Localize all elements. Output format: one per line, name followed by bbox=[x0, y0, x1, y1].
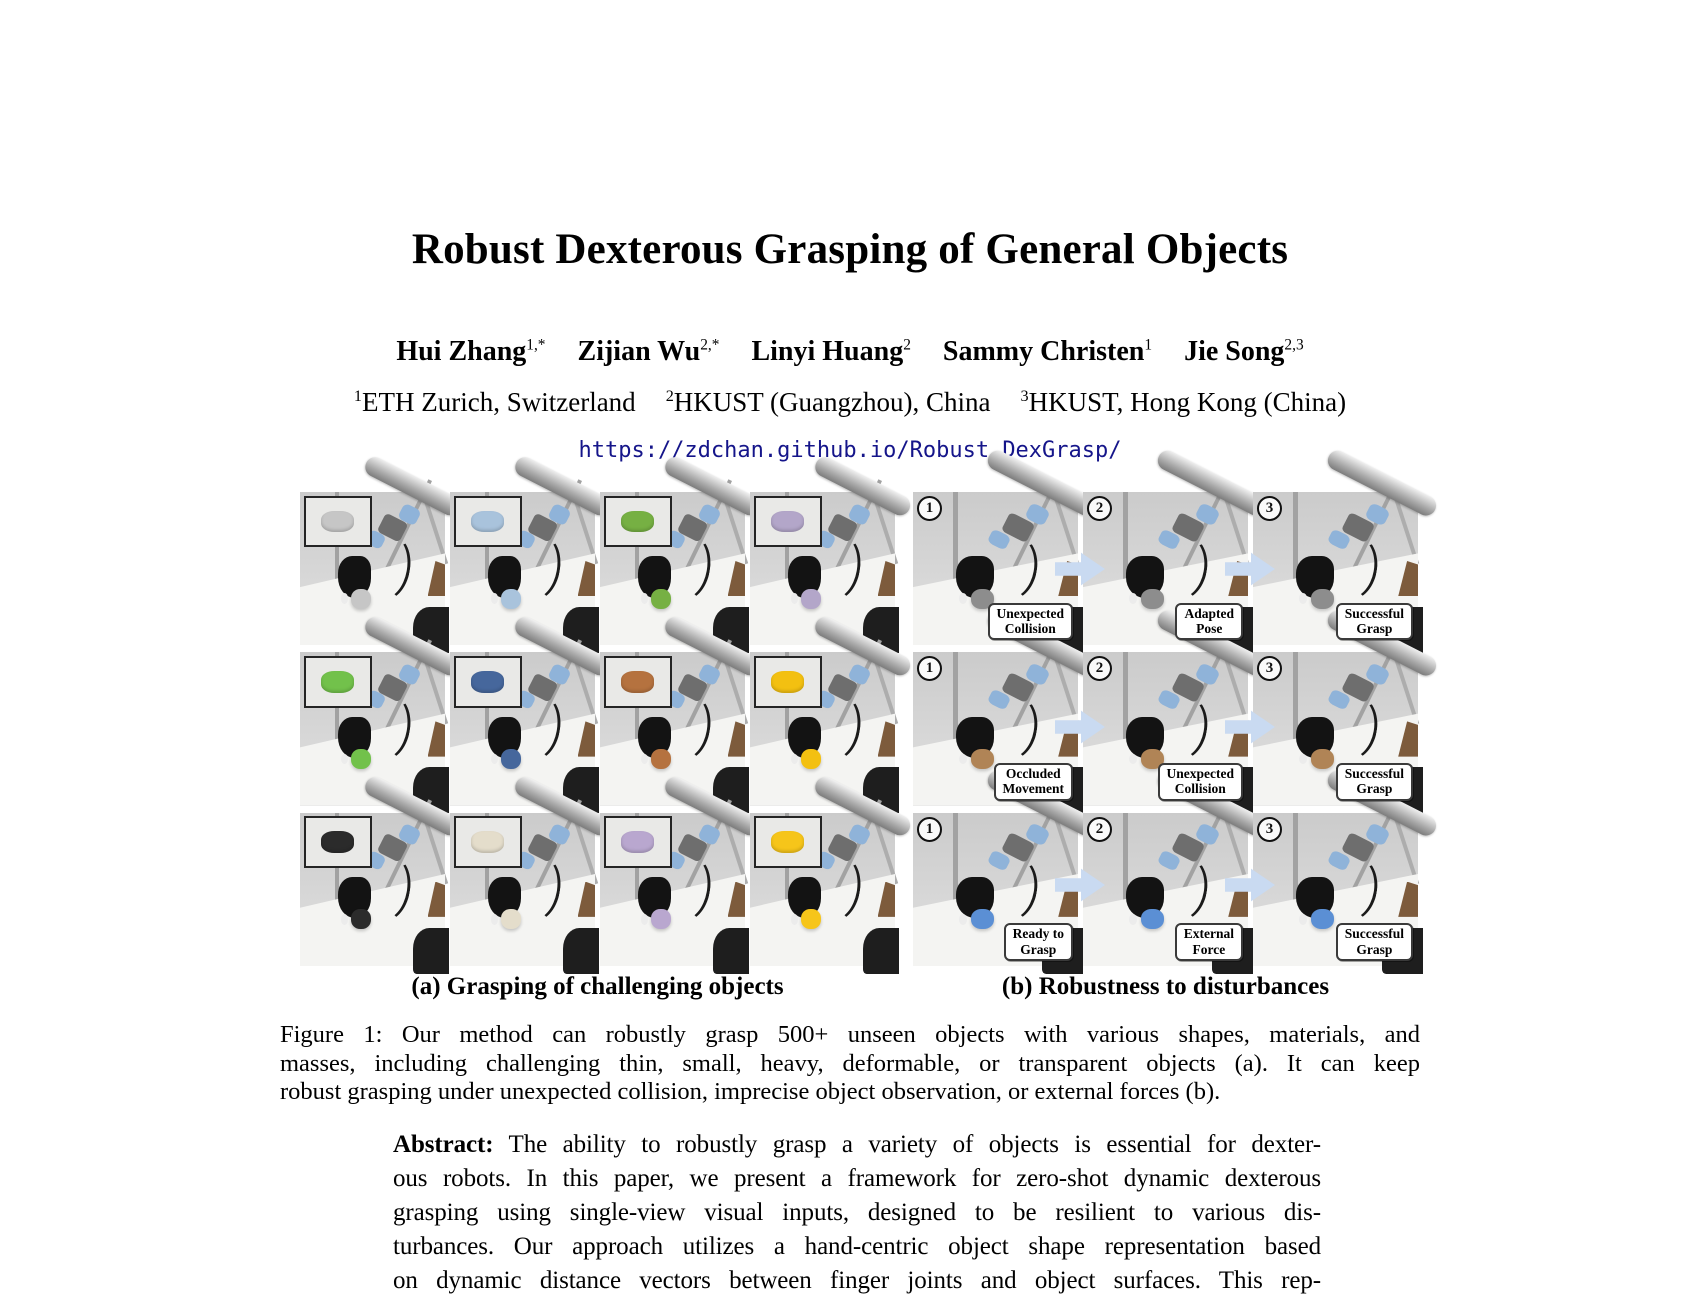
panel-b-grid bbox=[913, 492, 1418, 966]
object-inset-photo bbox=[454, 496, 522, 547]
step-label bbox=[988, 603, 1074, 641]
figure-caption-line: masses, including challenging thin, small, heavy, deformable, or transparent objects (a). It can keep bbox=[280, 1049, 1420, 1077]
object-inset-photo bbox=[304, 656, 372, 707]
affiliation-mark: 1 bbox=[353, 387, 363, 405]
target-object bbox=[351, 749, 371, 769]
object-inset-photo bbox=[304, 496, 372, 547]
object-inset-photo bbox=[454, 656, 522, 707]
grasp-photo-toy-chainsaw bbox=[300, 813, 445, 966]
affiliation-text: HKUST, Hong Kong (China) bbox=[1028, 387, 1347, 417]
step-number-badge: 1 bbox=[917, 496, 942, 521]
object-thumbnail bbox=[471, 511, 504, 533]
abstract-line: ous robots. In this paper, we present a framework for zero-shot dynamic dexterous bbox=[393, 1165, 1321, 1192]
grasp-photo-white-spool-stand bbox=[450, 813, 595, 966]
robustness-photo-gray-box bbox=[1253, 492, 1418, 645]
author-name: Zijian Wu bbox=[577, 336, 701, 367]
fingertip bbox=[791, 593, 798, 604]
step-label-line: External bbox=[1183, 926, 1234, 942]
author bbox=[1184, 336, 1304, 367]
target-object bbox=[801, 589, 821, 609]
abstract-label: Abstract: bbox=[393, 1131, 494, 1158]
step-label-line: Unexpected bbox=[996, 605, 1064, 621]
target-object bbox=[801, 749, 821, 769]
step-label bbox=[1004, 923, 1073, 961]
object-inset-photo bbox=[604, 496, 672, 547]
affiliation bbox=[354, 387, 636, 417]
figure-caption bbox=[280, 1021, 1420, 1107]
fingertip bbox=[641, 914, 648, 925]
step-label-line: Successful bbox=[1344, 926, 1404, 942]
author bbox=[396, 336, 545, 367]
target-object bbox=[501, 909, 521, 929]
grasp-photo-thin-flower-brush bbox=[600, 813, 745, 966]
panel-a-grid bbox=[300, 492, 895, 966]
chair-silhouette bbox=[713, 928, 749, 974]
project-url-line bbox=[0, 438, 1700, 463]
step-label bbox=[1175, 923, 1243, 961]
step-label-line: Adapted bbox=[1184, 605, 1234, 621]
author-name: Jie Song bbox=[1184, 336, 1285, 367]
target-object bbox=[501, 749, 521, 769]
step-number-badge: 3 bbox=[1257, 817, 1282, 842]
object-thumbnail bbox=[471, 831, 504, 853]
abstract-line: grasping using single-view visual inputs, designed to be resilient to various dis- bbox=[393, 1199, 1321, 1226]
author-affiliation-mark: 1 bbox=[1144, 336, 1153, 354]
author bbox=[751, 336, 910, 367]
step-label-line: Ready to bbox=[1012, 926, 1064, 942]
figure-caption-line: Figure 1: Our method can robustly grasp 500+ unseen objects with various shapes, materials, and bbox=[280, 1021, 1420, 1048]
panel-b-caption: (b) Robustness to disturbances bbox=[1001, 973, 1330, 1000]
author-affiliation-mark: 2 bbox=[903, 336, 911, 354]
robustness-photo-blue-detergent-bottle bbox=[913, 813, 1078, 966]
author bbox=[943, 336, 1152, 367]
fingertip bbox=[791, 914, 798, 925]
step-label bbox=[1336, 603, 1413, 641]
step-label bbox=[1175, 603, 1243, 641]
object-thumbnail bbox=[321, 831, 354, 853]
object-thumbnail bbox=[321, 671, 354, 693]
target-object bbox=[1141, 909, 1164, 929]
author-affiliation-mark: 1,* bbox=[526, 336, 546, 354]
step-label-line: Grasp bbox=[1020, 941, 1057, 957]
affiliation-text: HKUST (Guangzhou), China bbox=[673, 387, 991, 417]
object-inset-photo bbox=[754, 816, 822, 867]
author-name: Hui Zhang bbox=[396, 336, 527, 367]
affiliation bbox=[666, 387, 991, 417]
step-label-line: Collision bbox=[1004, 621, 1056, 637]
step-label bbox=[1336, 763, 1413, 801]
object-thumbnail bbox=[321, 511, 354, 533]
step-number-badge: 1 bbox=[917, 817, 942, 842]
author-affiliation-mark: 2,* bbox=[700, 336, 720, 354]
author bbox=[578, 336, 720, 367]
affiliation-line bbox=[0, 387, 1700, 418]
robustness-photo-wooden-block bbox=[1253, 652, 1418, 805]
abstract-text: The ability to robustly grasp a variety of objects is essential for dexter- bbox=[508, 1131, 1321, 1158]
step-label-line: Pose bbox=[1196, 621, 1223, 637]
target-object bbox=[971, 909, 994, 929]
step-label-line: Occluded bbox=[1005, 766, 1061, 782]
target-object bbox=[651, 589, 671, 609]
object-inset-photo bbox=[604, 816, 672, 867]
author-affiliation-mark: 2,3 bbox=[1284, 336, 1304, 354]
abstract-line: turbances. Our approach utilizes a hand-centric object shape representation based bbox=[393, 1233, 1321, 1260]
fingertip bbox=[491, 914, 498, 925]
object-inset-photo bbox=[304, 816, 372, 867]
robustness-photo-gray-box bbox=[913, 492, 1078, 645]
target-object bbox=[651, 749, 671, 769]
object-inset-photo bbox=[754, 656, 822, 707]
step-label-line: Grasp bbox=[1356, 621, 1393, 637]
target-object bbox=[1311, 749, 1334, 769]
fingertip bbox=[341, 754, 348, 765]
step-label bbox=[1158, 763, 1244, 801]
affiliation-text: ETH Zurich, Switzerland bbox=[362, 387, 636, 417]
target-object bbox=[651, 909, 671, 929]
step-label-line: Grasp bbox=[1356, 781, 1393, 797]
object-thumbnail bbox=[621, 831, 654, 853]
robustness-photo-wooden-block bbox=[1083, 652, 1248, 805]
target-object bbox=[801, 909, 821, 929]
object-thumbnail bbox=[771, 831, 804, 853]
author-line bbox=[0, 336, 1700, 368]
target-object bbox=[351, 589, 371, 609]
fingertip bbox=[791, 754, 798, 765]
object-thumbnail bbox=[771, 511, 804, 533]
fingertip bbox=[491, 754, 498, 765]
object-thumbnail bbox=[771, 671, 804, 693]
step-number-badge: 3 bbox=[1257, 496, 1282, 521]
step-label bbox=[994, 763, 1073, 801]
step-number-badge: 2 bbox=[1087, 656, 1112, 681]
object-inset-photo bbox=[604, 656, 672, 707]
step-label-line: Grasp bbox=[1356, 941, 1393, 957]
abstract-line bbox=[393, 1128, 1321, 1162]
abstract-block bbox=[393, 1128, 1321, 1298]
paper-title: Robust Dexterous Grasping of General Objects bbox=[411, 225, 1289, 273]
step-label-line: Collision bbox=[1174, 781, 1226, 797]
target-object bbox=[1311, 589, 1334, 609]
step-label-line: Unexpected bbox=[1166, 766, 1234, 782]
target-object bbox=[971, 749, 994, 769]
step-number-badge: 2 bbox=[1087, 496, 1112, 521]
author-name: Sammy Christen bbox=[942, 336, 1145, 367]
object-inset-photo bbox=[454, 816, 522, 867]
grasp-photo-yellow-rubber-duck bbox=[750, 813, 895, 966]
step-label-line: Successful bbox=[1344, 605, 1404, 621]
fingertip bbox=[641, 593, 648, 604]
chair-silhouette bbox=[563, 928, 599, 974]
target-object bbox=[501, 589, 521, 609]
object-inset-photo bbox=[754, 496, 822, 547]
target-object bbox=[1141, 589, 1164, 609]
step-label bbox=[1336, 923, 1413, 961]
robustness-photo-blue-detergent-bottle bbox=[1083, 813, 1248, 966]
step-number-badge: 1 bbox=[917, 656, 942, 681]
step-number-badge: 3 bbox=[1257, 656, 1282, 681]
chair-silhouette bbox=[413, 928, 449, 974]
abstract-line: on dynamic distance vectors between finger joints and object surfaces. This rep- bbox=[393, 1267, 1321, 1294]
object-thumbnail bbox=[621, 671, 654, 693]
robustness-photo-blue-detergent-bottle bbox=[1253, 813, 1418, 966]
target-object bbox=[1311, 909, 1334, 929]
fingertip bbox=[341, 914, 348, 925]
target-object bbox=[351, 909, 371, 929]
affiliation-mark: 2 bbox=[665, 387, 674, 405]
object-thumbnail bbox=[471, 671, 504, 693]
figure-caption-line: robust grasping under unexpected collision, imprecise object observation, or external forces (b). bbox=[280, 1078, 1221, 1105]
affiliation-mark: 3 bbox=[1020, 387, 1029, 405]
step-label-line: Force bbox=[1192, 941, 1226, 957]
panel-a-caption: (a) Grasping of challenging objects bbox=[411, 973, 784, 1000]
step-label-line: Movement bbox=[1002, 781, 1064, 797]
project-url-link[interactable]: https://zdchan.github.io/Robust_DexGrasp/ bbox=[578, 438, 1122, 463]
author-name: Linyi Huang bbox=[751, 336, 904, 367]
robustness-photo-wooden-block bbox=[913, 652, 1078, 805]
object-thumbnail bbox=[621, 511, 654, 533]
fingertip bbox=[491, 593, 498, 604]
chair-silhouette bbox=[863, 928, 899, 974]
figure-1 bbox=[300, 492, 1418, 966]
fingertip bbox=[641, 754, 648, 765]
affiliation bbox=[1021, 387, 1347, 417]
fingertip bbox=[341, 593, 348, 604]
step-number-badge: 2 bbox=[1087, 817, 1112, 842]
step-label-line: Successful bbox=[1344, 766, 1404, 782]
